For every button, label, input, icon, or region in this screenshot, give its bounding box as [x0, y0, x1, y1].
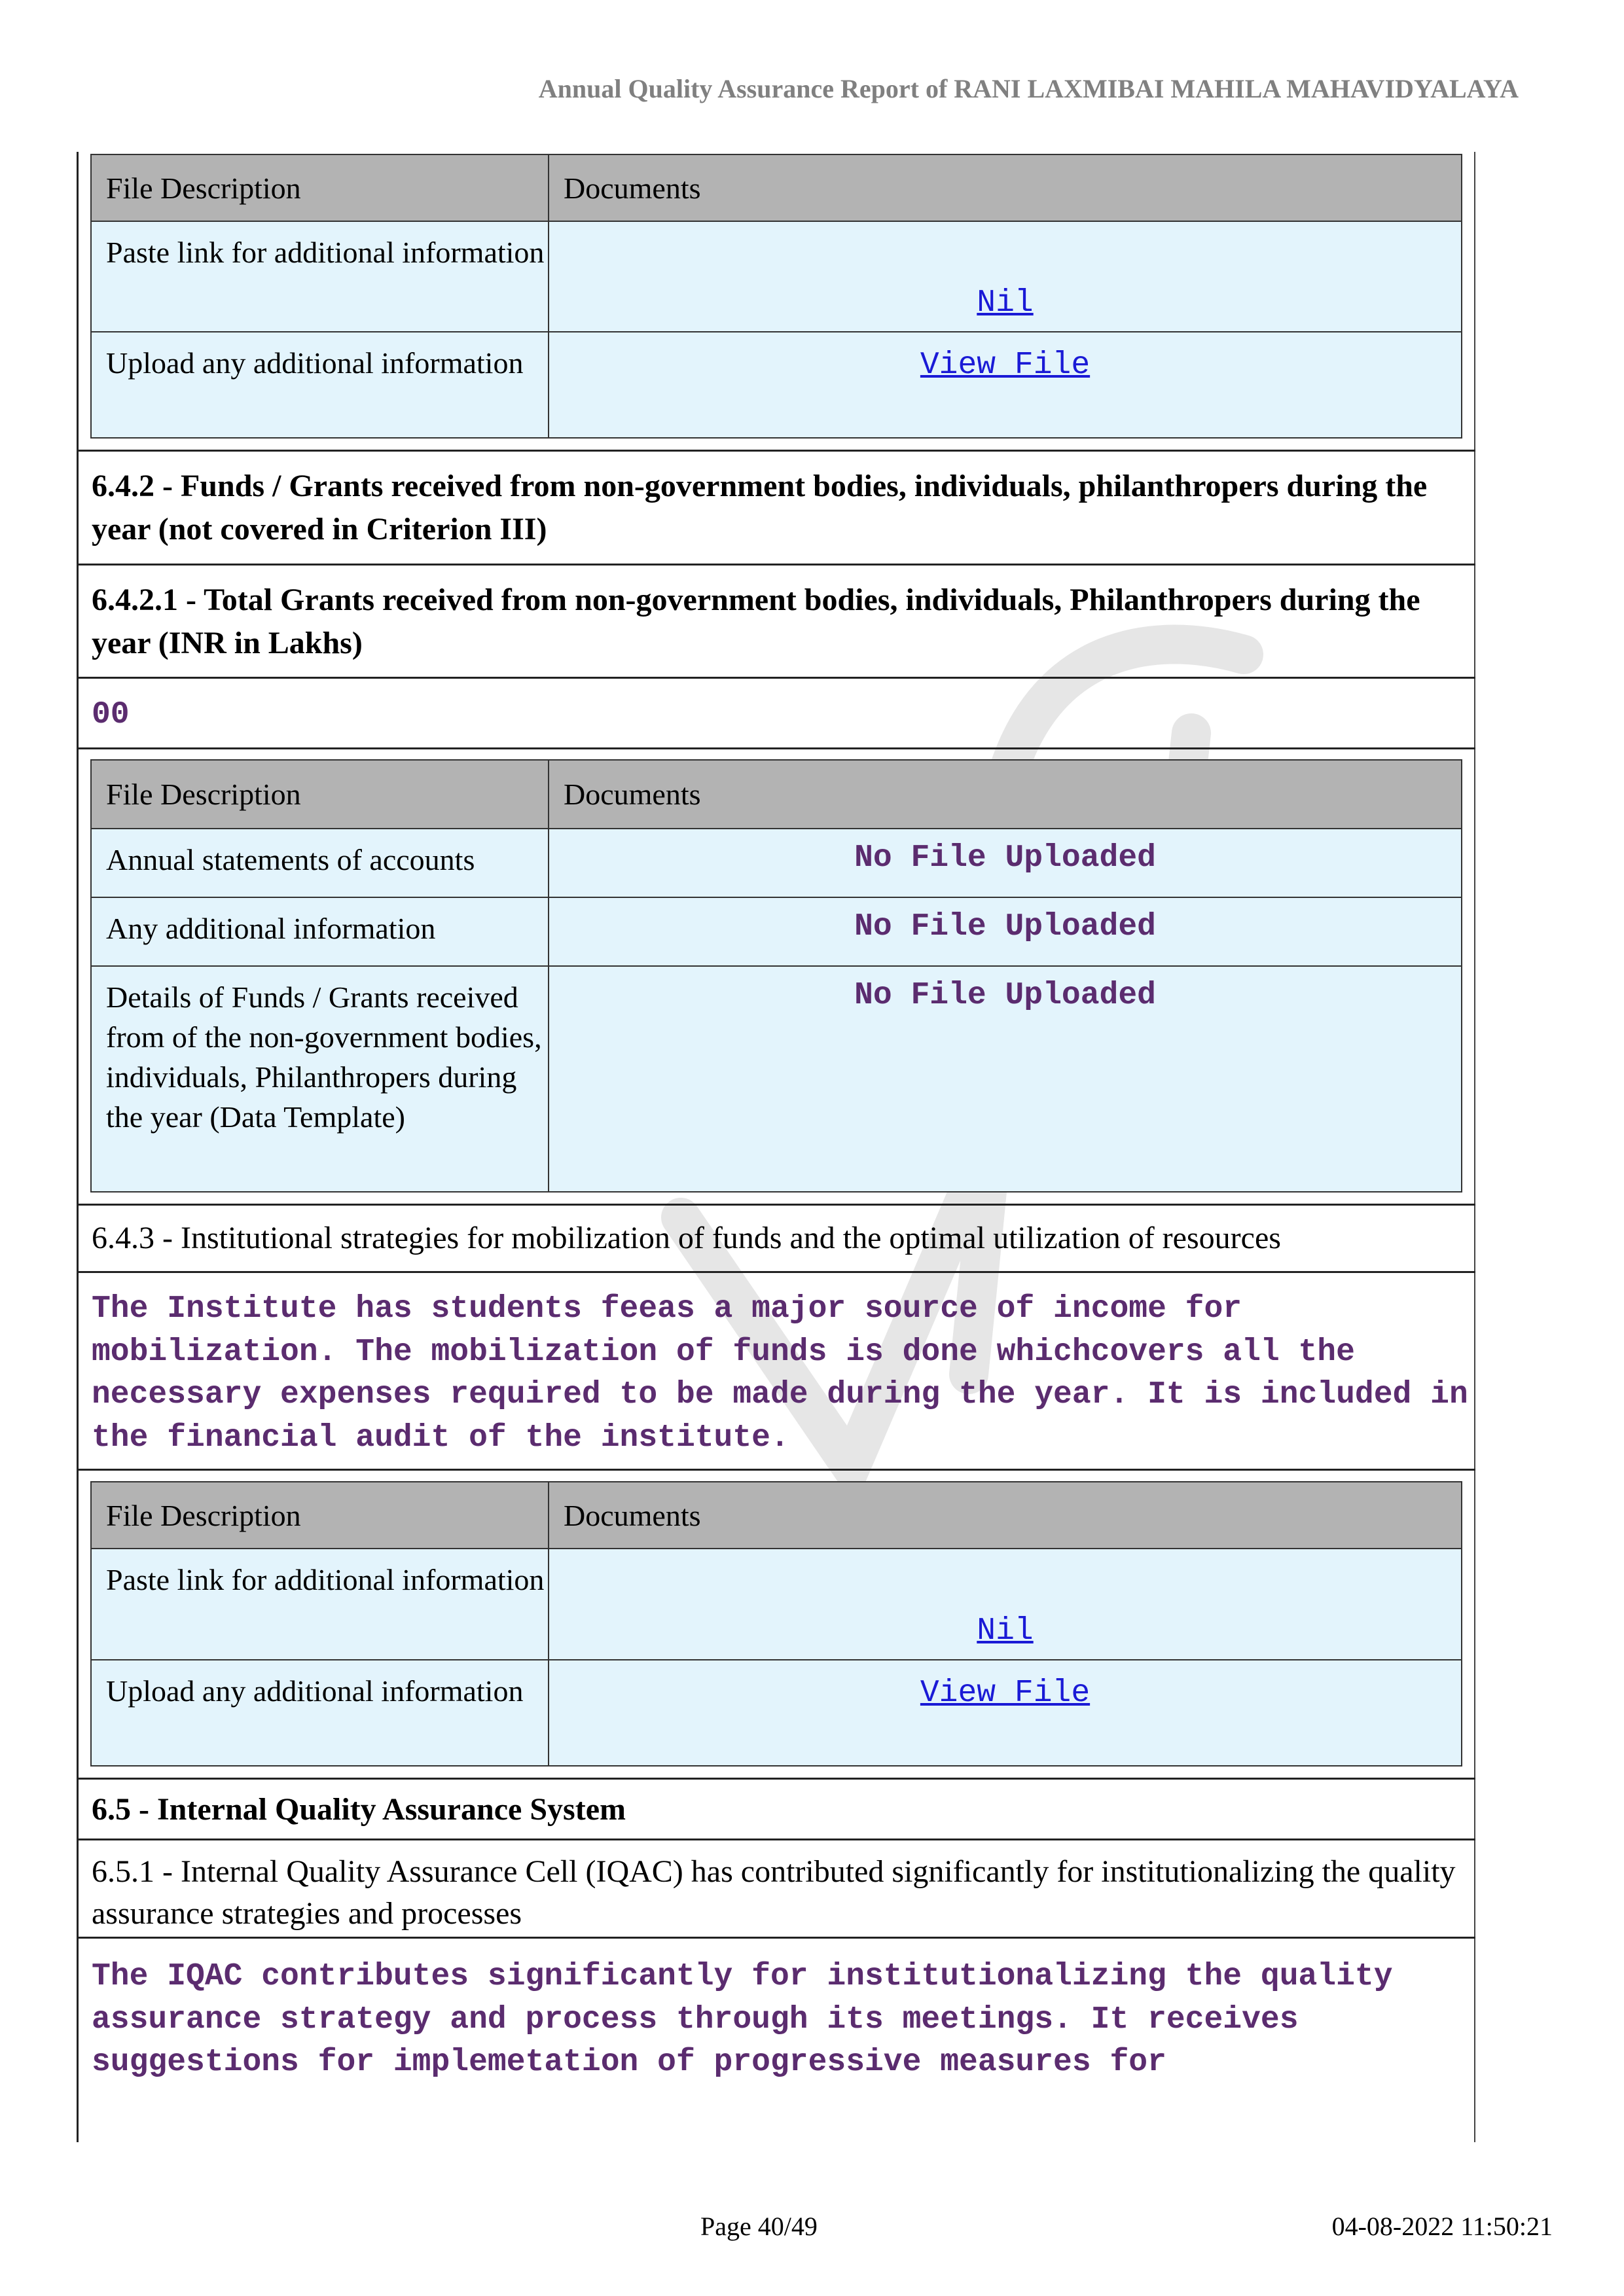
nil-link[interactable]: Nil — [977, 1613, 1034, 1649]
file-description-cell: Paste link for additional information — [91, 221, 549, 332]
table-row — [91, 897, 1462, 966]
table-row — [91, 829, 1462, 897]
col-header-file-description: File Description — [91, 760, 549, 829]
running-header: Annual Quality Assurance Report of RANI LAXMIBAI MAHILA MAHAVIDYALAYA — [538, 74, 1519, 103]
divider — [77, 1778, 1475, 1780]
page-number: Page 40/49 — [700, 2212, 818, 2241]
file-description-cell: Paste link for additional information — [91, 1549, 549, 1660]
col-header-documents: Documents — [549, 154, 1462, 221]
file-table-3 — [90, 1481, 1462, 1767]
table-row — [91, 221, 1462, 332]
table-row — [91, 1660, 1462, 1766]
section-651-title: 6.5.1 - Internal Quality Assurance Cell (IQAC) has contributed significantly for institutionalizing the quality assurance strategies and processes — [92, 1854, 1456, 1931]
divider — [77, 450, 1475, 452]
col-header-documents: Documents — [549, 1482, 1462, 1549]
section-642-title: 6.4.2 - Funds / Grants received from non-government bodies, individuals, philanthropers during the year (not covered in Criterion III) — [92, 469, 1428, 547]
divider — [77, 1937, 1475, 1939]
file-table-2 — [90, 759, 1462, 1193]
view-file-link[interactable]: View File — [920, 1676, 1091, 1711]
section-6421-title: 6.4.2.1 - Total Grants received from non-government bodies, individuals, Philanthropers during the year (INR in Lakhs) — [92, 583, 1420, 660]
divider — [77, 564, 1475, 565]
divider — [77, 1469, 1475, 1471]
no-file-status: No File Uploaded — [854, 909, 1156, 944]
table-row — [91, 1549, 1462, 1660]
footer-timestamp: 04-08-2022 11:50:21 — [1331, 2212, 1553, 2241]
section-643-title: 6.4.3 - Institutional strategies for mobilization of funds and the optimal utilization of resources — [92, 1221, 1281, 1255]
section-65-title: 6.5 - Internal Quality Assurance System — [92, 1792, 626, 1827]
table-row — [91, 332, 1462, 438]
file-description-cell: Annual statements of accounts — [91, 829, 549, 897]
table-row — [91, 966, 1462, 1192]
file-description-cell: Upload any additional information — [91, 332, 549, 438]
no-file-status: No File Uploaded — [854, 840, 1156, 876]
col-header-file-description: File Description — [91, 154, 549, 221]
divider — [77, 1204, 1475, 1206]
file-table-1 — [90, 154, 1462, 439]
divider — [77, 1271, 1475, 1273]
file-description-cell: Upload any additional information — [91, 1660, 549, 1766]
divider — [77, 1839, 1475, 1840]
section-6421-value: 00 — [92, 697, 130, 732]
col-header-documents: Documents — [549, 760, 1462, 829]
section-651-answer: The IQAC contributes significantly for institutionalizing the quality assurance strategy and process through its meetings. It receives suggestions for implemetation of progressive measures for — [92, 1959, 1412, 2080]
divider — [77, 747, 1475, 749]
file-description-cell: Details of Funds / Grants received from of the non-government bodies, individuals, Philanthropers during the year (Data Template) — [91, 966, 549, 1192]
file-description-cell: Any additional information — [91, 897, 549, 966]
view-file-link[interactable]: View File — [920, 348, 1091, 383]
section-643-answer: The Institute has students feeas a major source of income for mobilization. The mobilization of funds is done whichcovers all the necessary expenses required to be made during the year. It is included in the financial audit of the institute. — [92, 1291, 1487, 1456]
nil-link[interactable]: Nil — [977, 285, 1034, 321]
col-header-file-description: File Description — [91, 1482, 549, 1549]
no-file-status: No File Uploaded — [854, 978, 1156, 1013]
divider — [77, 677, 1475, 679]
